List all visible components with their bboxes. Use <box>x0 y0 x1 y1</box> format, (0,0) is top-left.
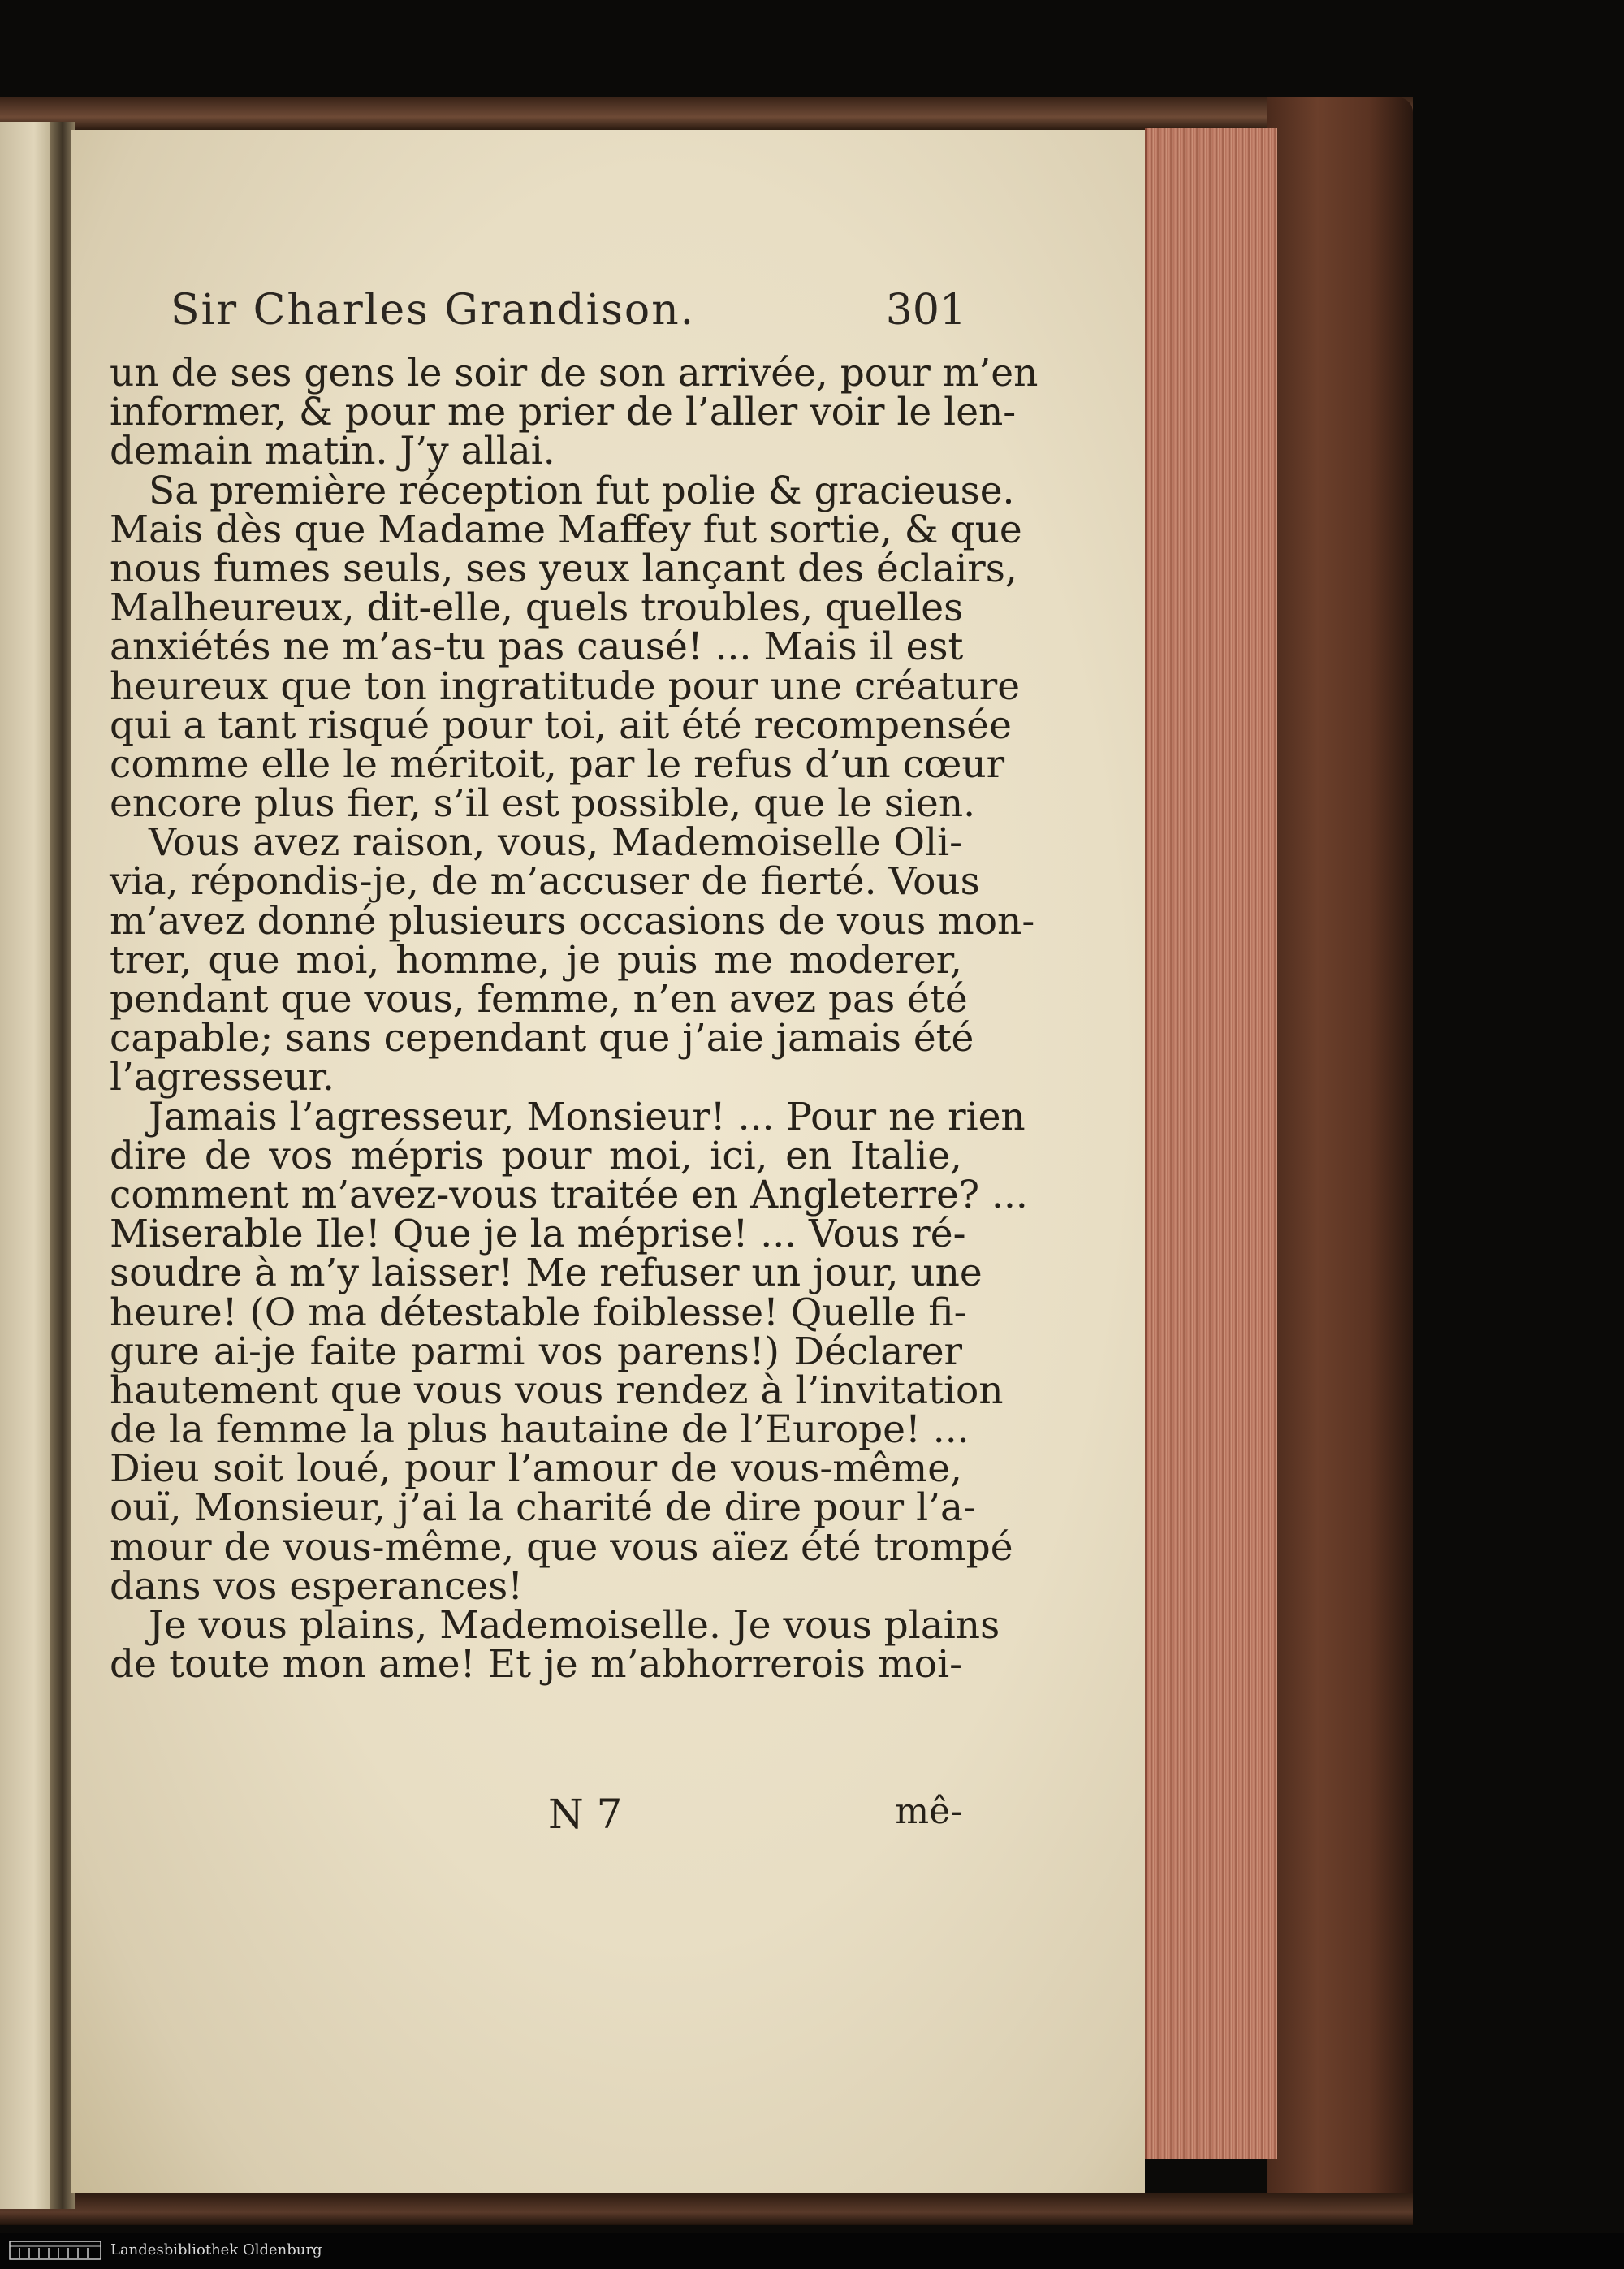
body-text <box>110 351 1039 1688</box>
signature-line <box>110 1791 962 1839</box>
text-line: Je vous plains, Mademoiselle. Je vous plains <box>149 1603 1000 1648</box>
text-line: gure ai-je faite parmi vos parens!) Déclarer <box>110 1329 962 1374</box>
text-line: m’avez donné plusieurs occasions de vous mon- <box>110 898 1035 944</box>
text-line: l’agresseur. <box>110 1055 335 1100</box>
text-line: Malheureux, dit-elle, quels troubles, quelles <box>110 586 964 631</box>
text-line: Miserable Ile! Que je la méprise! ... Vous ré- <box>110 1212 966 1257</box>
page-header <box>171 286 966 351</box>
text-line: demain matin. J’y allai. <box>110 429 555 474</box>
page-number: 301 <box>885 286 966 335</box>
catchword: mê- <box>895 1791 962 1832</box>
text-line: comme elle le méritoit, par le refus d’un cœur <box>110 741 1005 787</box>
facing-page-edge <box>0 122 57 2209</box>
text-line: anxiétés ne m’as-tu pas causé! ... Mais il est <box>110 625 964 670</box>
text-line: pendant que vous, femme, n’en avez pas été <box>110 977 968 1022</box>
text-line: via, répondis-je, de m’accuser de fierté. Vous <box>110 859 980 905</box>
text-line: informer, & pour me prier de l’aller voir le len- <box>110 390 1017 435</box>
text-line: Sa première réception fut polie & gracieuse. <box>149 468 1015 513</box>
text-line: un de ses gens le soir de son arrivée, pour m’en <box>110 351 1039 395</box>
text-line: de la femme la plus hautaine de l’Europe! ... <box>110 1407 970 1453</box>
text-line: Vous avez raison, vous, Mademoiselle Oli- <box>149 820 962 866</box>
text-line: soudre à m’y laisser! Me refuser un jour, une <box>110 1251 983 1296</box>
text-line: capable; sans cependant que j’aie jamais été <box>110 1016 974 1061</box>
text-line: heureux que ton ingratitude pour une créature <box>110 663 1021 709</box>
text-line: encore plus fier, s’il est possible, que le sien. <box>110 781 976 827</box>
text-line: nous fumes seuls, ses yeux lançant des éclairs, <box>110 546 1017 591</box>
signature-mark: N 7 <box>548 1791 623 1838</box>
text-line: qui a tant risqué pour toi, ait été recompensée <box>110 702 1012 748</box>
footer-credit: Landesbibliothek Oldenburg <box>110 2241 322 2258</box>
text-line: dans vos esperances! <box>110 1563 524 1609</box>
text-line: ouï, Monsieur, j’ai la charité de dire pour l’a- <box>110 1485 976 1531</box>
footer-bar <box>0 2233 1624 2269</box>
text-line: Jamais l’agresseur, Monsieur! ... Pour ne rien <box>149 1094 1026 1139</box>
library-logo-icon <box>6 2238 104 2263</box>
text-line: Mais dès que Madame Maffey fut sortie, & que <box>110 507 1022 552</box>
text-line: trer, que moi, homme, je puis me moderer, <box>110 937 962 983</box>
text-line: hautement que vous vous rendez à l’invitation <box>110 1368 1004 1413</box>
text-line: dire de vos mépris pour moi, ici, en Italie, <box>110 1133 962 1178</box>
book-cover-top-edge <box>0 97 1413 130</box>
text-line: mour de vous-même, que vous aïez été trompé <box>110 1524 1013 1570</box>
book-cover-right <box>1267 97 1413 2225</box>
text-line: heure! (O ma détestable foiblesse! Quelle fi- <box>110 1290 967 1335</box>
text-line: Dieu soit loué, pour l’amour de vous-même, <box>110 1446 962 1492</box>
text-line: comment m’avez-vous traitée en Angleterre? ... <box>110 1172 1028 1217</box>
red-page-edges <box>1145 128 1277 2159</box>
running-title: Sir Charles Grandison. <box>171 286 696 335</box>
book-cover-bottom-edge <box>0 2193 1413 2225</box>
text-line: de toute mon ame! Et je m’abhorrerois moi- <box>110 1642 962 1688</box>
